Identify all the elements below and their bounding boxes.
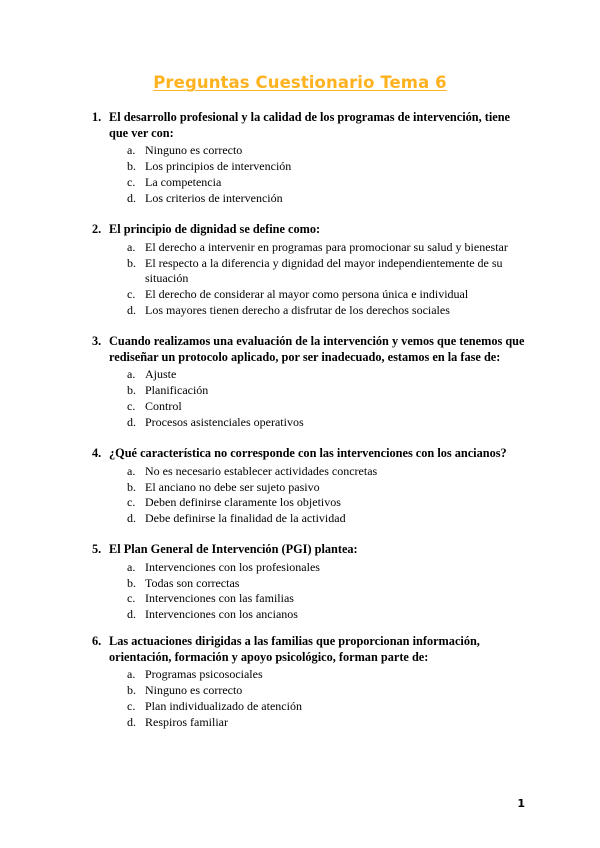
option-text: El respecto a la diferencia y dignidad del mayor independientemente de su situación [145,255,503,286]
question-header [92,334,532,365]
option-letter: a. [127,667,136,682]
option-c [92,399,532,415]
option-d [92,303,532,319]
option-letter: a. [127,239,136,254]
page-title: Preguntas Cuestionario Tema 6 [153,73,447,92]
option-c [92,287,532,303]
option-letter: b. [127,159,136,174]
option-d [92,511,532,527]
page-number: 1 [517,797,525,810]
option-a [92,143,532,159]
option-text: Deben definirse claramente los objetivos [145,495,341,510]
option-text: Los criterios de intervención [145,190,283,205]
option-letter: d. [127,607,136,622]
question-5 [92,542,532,623]
option-text: Ajuste [145,367,177,382]
option-text: Programas psicosociales [145,667,263,682]
option-text: Los principios de intervención [145,159,292,174]
option-b [92,576,532,592]
option-b [92,480,532,496]
option-b [92,256,532,288]
options-list [92,240,532,320]
option-text: Control [145,399,182,413]
option-letter: d. [127,303,136,318]
option-a [92,367,532,383]
option-text: El anciano no debe ser sujeto pasivo [145,479,320,494]
question-1 [92,110,532,207]
option-c [92,175,532,191]
option-letter: b. [127,383,136,398]
option-text: Plan individualizado de atención [145,699,302,713]
option-c [92,699,532,715]
option-text: Intervenciones con las familias [145,591,294,606]
option-text: Todas son correctas [145,575,240,590]
option-letter: b. [127,575,136,590]
question-text: El Plan General de Intervención (PGI) plantea: [109,542,358,556]
question-4 [92,446,532,527]
option-letter: a. [127,143,136,158]
option-text: Los mayores tienen derecho a disfrutar de los derechos sociales [145,303,450,318]
option-letter: b. [127,683,136,698]
option-letter: d. [127,190,136,205]
option-text: Intervenciones con los profesionales [145,559,320,574]
option-letter: d. [127,511,136,526]
option-text: La competencia [145,175,222,189]
question-text: Las actuaciones dirigidas a las familias que proporcionan información, orientación, formación y apoyo psicológico, forman parte de: [109,634,480,664]
option-letter: c. [127,399,136,413]
option-letter: b. [127,255,136,270]
option-letter: c. [127,699,136,713]
question-number: 4. [92,446,102,460]
option-text: Ninguno es correcto [145,143,243,158]
option-text: Respiros familiar [145,714,228,729]
options-list [92,560,532,624]
options-list [92,143,532,207]
question-header [92,110,532,141]
option-b [92,159,532,175]
question-header [92,542,532,558]
question-number: 5. [92,542,102,556]
question-header [92,634,532,665]
option-letter: c. [127,175,136,189]
option-text: El derecho a intervenir en programas para promocionar su salud y bienestar [145,239,508,254]
option-text: Ninguno es correcto [145,683,243,698]
option-letter: c. [127,287,136,302]
question-number: 6. [92,634,102,648]
question-number: 1. [92,110,102,124]
option-d [92,415,532,431]
options-list [92,667,532,731]
option-d [92,607,532,623]
option-letter: a. [127,463,136,478]
option-letter: d. [127,414,136,429]
option-a [92,240,532,256]
question-text: El desarrollo profesional y la calidad de los programas de intervención, tiene que ver con: [109,110,511,140]
option-a [92,464,532,480]
question-6 [92,634,532,731]
option-a [92,560,532,576]
question-text: El principio de dignidad se define como: [109,222,321,236]
question-number: 2. [92,222,102,236]
option-c [92,591,532,607]
option-a [92,667,532,683]
option-text: Planificación [145,383,209,398]
option-letter: d. [127,714,136,729]
option-text: Procesos asistenciales operativos [145,414,304,429]
option-c [92,495,532,511]
options-list [92,367,532,431]
option-d [92,191,532,207]
option-d [92,715,532,731]
option-letter: c. [127,591,136,606]
option-text: El derecho de considerar al mayor como persona única e individual [145,287,469,302]
options-list [92,464,532,528]
option-letter: a. [127,367,136,382]
question-text: ¿Qué característica no corresponde con las intervenciones con los ancianos? [109,446,507,460]
option-text: No es necesario establecer actividades concretas [145,463,378,478]
option-letter: a. [127,559,136,574]
question-3 [92,334,532,431]
question-2 [92,222,532,319]
option-letter: b. [127,479,136,494]
option-b [92,683,532,699]
question-header [92,222,532,238]
option-letter: c. [127,495,136,510]
option-b [92,383,532,399]
question-header [92,446,532,462]
question-number: 3. [92,334,102,348]
question-text: Cuando realizamos una evaluación de la intervención y vemos que tenemos que rediseñar un protocolo aplicado, por ser inadecuado, estamos en la fase de: [109,334,525,364]
option-text: Debe definirse la finalidad de la actividad [145,511,346,526]
option-text: Intervenciones con los ancianos [145,607,298,622]
